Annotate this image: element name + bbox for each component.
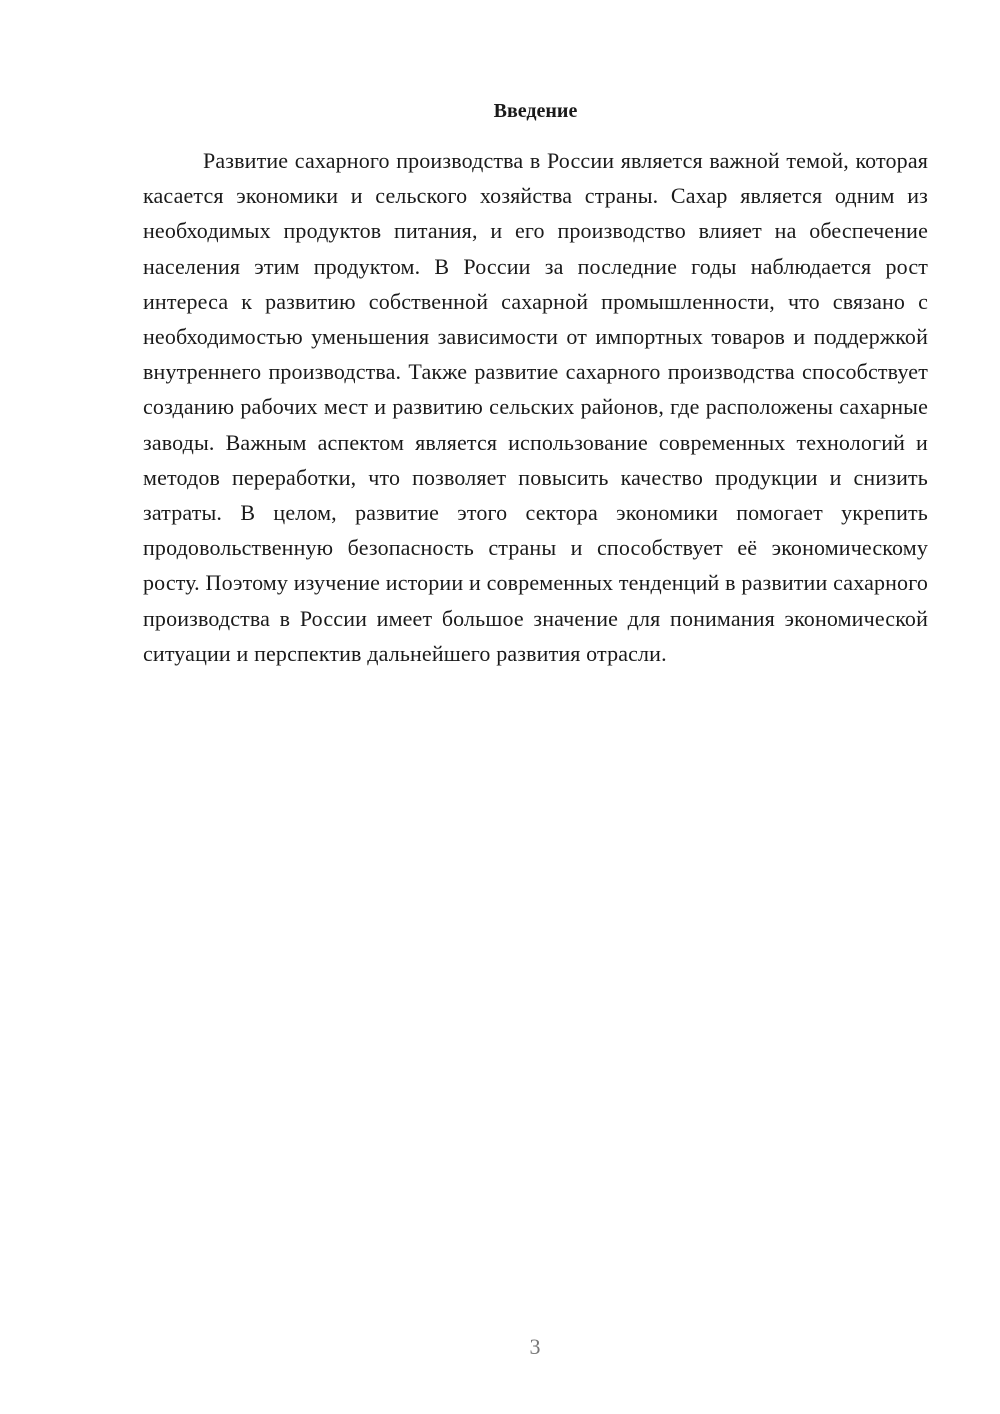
section-heading: Введение <box>493 100 578 122</box>
page-number: 3 <box>529 1334 541 1359</box>
body-paragraph: Развитие сахарного производства в России является важной темой, которая касается экономики и сельского хозяйства страны. Сахар является одним из необходимых продуктов питания, и его производство влияет на обеспечение населения этим продуктом. В России за последние годы наблюдается рост интереса к развитию собственной сахарной промышленности, что связано с необходимостью уменьшения зависимости от импортных товаров и поддержкой внутреннего производства. Также развитие сахарного производства способствует созданию рабочих мест и развитию сельских районов, где расположены сахарные заводы. Важным аспектом является использование современных технологий и методов переработки, что позволяет повысить качество продукции и снизить затраты. В целом, развитие этого сектора экономики помогает укрепить продовольственную безопасность страны и способствует её экономическому росту. Поэтому изучение истории и современных тенденций в развитии сахарного производства в России имеет большое значение для понимания экономической ситуации и перспектив дальнейшего развития отрасли. <box>143 148 928 666</box>
